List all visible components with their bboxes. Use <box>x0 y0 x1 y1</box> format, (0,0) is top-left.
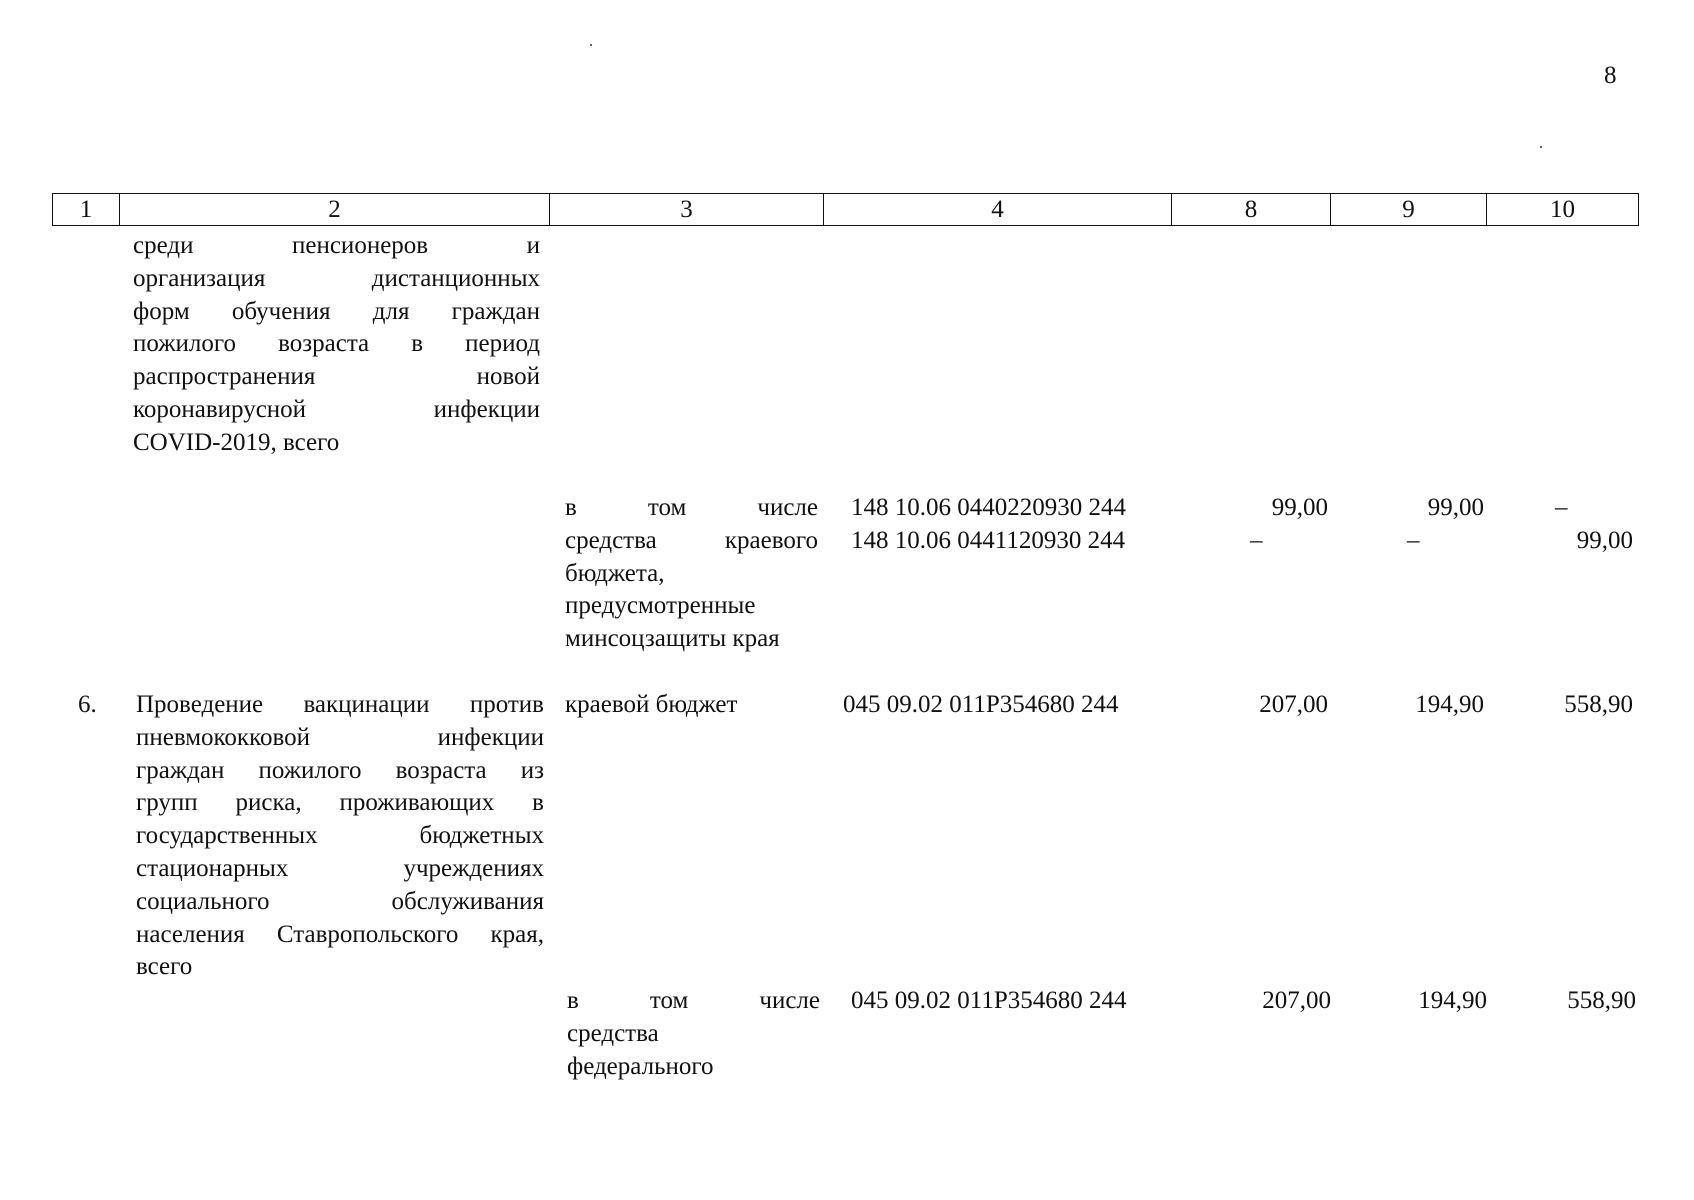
row5-sub-source-line: предусмотренные <box>565 592 756 620</box>
row6-name-line: пневмококковой инфекции <box>136 723 544 751</box>
table-header <box>52 193 1639 226</box>
header-col-8: 8 <box>1172 194 1331 226</box>
row6-col10: 558,90 <box>1564 691 1633 718</box>
row5-sub-source-line: в том числе <box>565 494 818 521</box>
row6-col8: 207,00 <box>1259 691 1328 718</box>
page-number: 8 <box>1604 62 1617 89</box>
row5-sub-col8 <box>1250 492 1328 558</box>
row6-col9: 194,90 <box>1415 691 1484 718</box>
row5-sub-col9 <box>1407 492 1484 558</box>
row5-name-line: коронавирусной инфекции <box>133 395 540 423</box>
row6-sub-source-line: в том числе <box>567 987 820 1014</box>
table-header-row <box>53 194 1639 226</box>
row6-name-line: всего <box>136 953 193 981</box>
row5-name-line: COVID-2019, всего <box>133 428 340 456</box>
row6-name-line: Проведение вакцинации против <box>136 691 544 718</box>
row6-source: краевой бюджет <box>565 691 738 718</box>
header-col-10: 10 <box>1487 194 1639 226</box>
header-col-1: 1 <box>53 194 120 226</box>
budget-code: 148 10.06 0440220930 244 <box>851 494 1126 521</box>
scan-speck <box>590 44 592 46</box>
row6-sub-source-line: средства <box>567 1019 659 1047</box>
scan-speck <box>1540 146 1542 148</box>
amount-value: 99,00 <box>1271 494 1328 521</box>
row5-sub-col10 <box>1555 492 1633 558</box>
row5-sub-source-line: минсоцзащиты края <box>565 625 780 653</box>
row5-sub-codes <box>851 492 1181 558</box>
row5-name-line: организация дистанционных <box>133 264 540 292</box>
header-col-9: 9 <box>1331 194 1487 226</box>
row5-name-line: пожилого возраста в период <box>133 330 540 358</box>
row6-sub-source-line: федерального <box>567 1052 714 1080</box>
row6-sub-source <box>567 985 820 1083</box>
row6-name-line: граждан пожилого возраста из <box>136 756 544 784</box>
row5-name-line: форм обучения для граждан <box>133 297 540 325</box>
budget-code: 148 10.06 0441120930 244 <box>851 526 1126 554</box>
row6-name-line: государственных бюджетных <box>136 822 544 850</box>
row5-sub-source-line: бюджета, <box>565 559 665 587</box>
row5-sub-source-line: средства краевого <box>565 526 818 554</box>
row5-name-line: среди пенсионеров и <box>133 232 540 259</box>
row6-name <box>136 689 544 984</box>
row5-sub-source <box>565 492 818 656</box>
header-col-2: 2 <box>120 194 550 226</box>
row6-sub-col10: 558,90 <box>1567 987 1636 1014</box>
row6-name-line: населения Ставропольского края, <box>136 920 544 948</box>
row6-sub-code: 045 09.02 011P354680 244 <box>851 987 1127 1014</box>
row6-name-line: групп риска, проживающих в <box>136 789 544 817</box>
amount-value: – <box>1250 526 1263 554</box>
row6-sub-col8: 207,00 <box>1262 987 1331 1014</box>
row6-number: 6. <box>78 691 97 718</box>
row6-sub-col9: 194,90 <box>1418 987 1487 1014</box>
amount-value: 99,00 <box>1427 494 1484 521</box>
row6-name-line: социального обслуживания <box>136 887 544 915</box>
header-col-3: 3 <box>550 194 824 226</box>
header-col-4: 4 <box>824 194 1172 226</box>
row5-name-line: распространения новой <box>133 363 540 391</box>
amount-value: – <box>1407 526 1420 554</box>
amount-value: 99,00 <box>1576 526 1633 554</box>
row6-code: 045 09.02 011P354680 244 <box>843 691 1119 718</box>
amount-value: – <box>1555 494 1568 521</box>
row6-name-line: стационарных учреждениях <box>136 854 544 882</box>
row5-name <box>133 230 540 460</box>
